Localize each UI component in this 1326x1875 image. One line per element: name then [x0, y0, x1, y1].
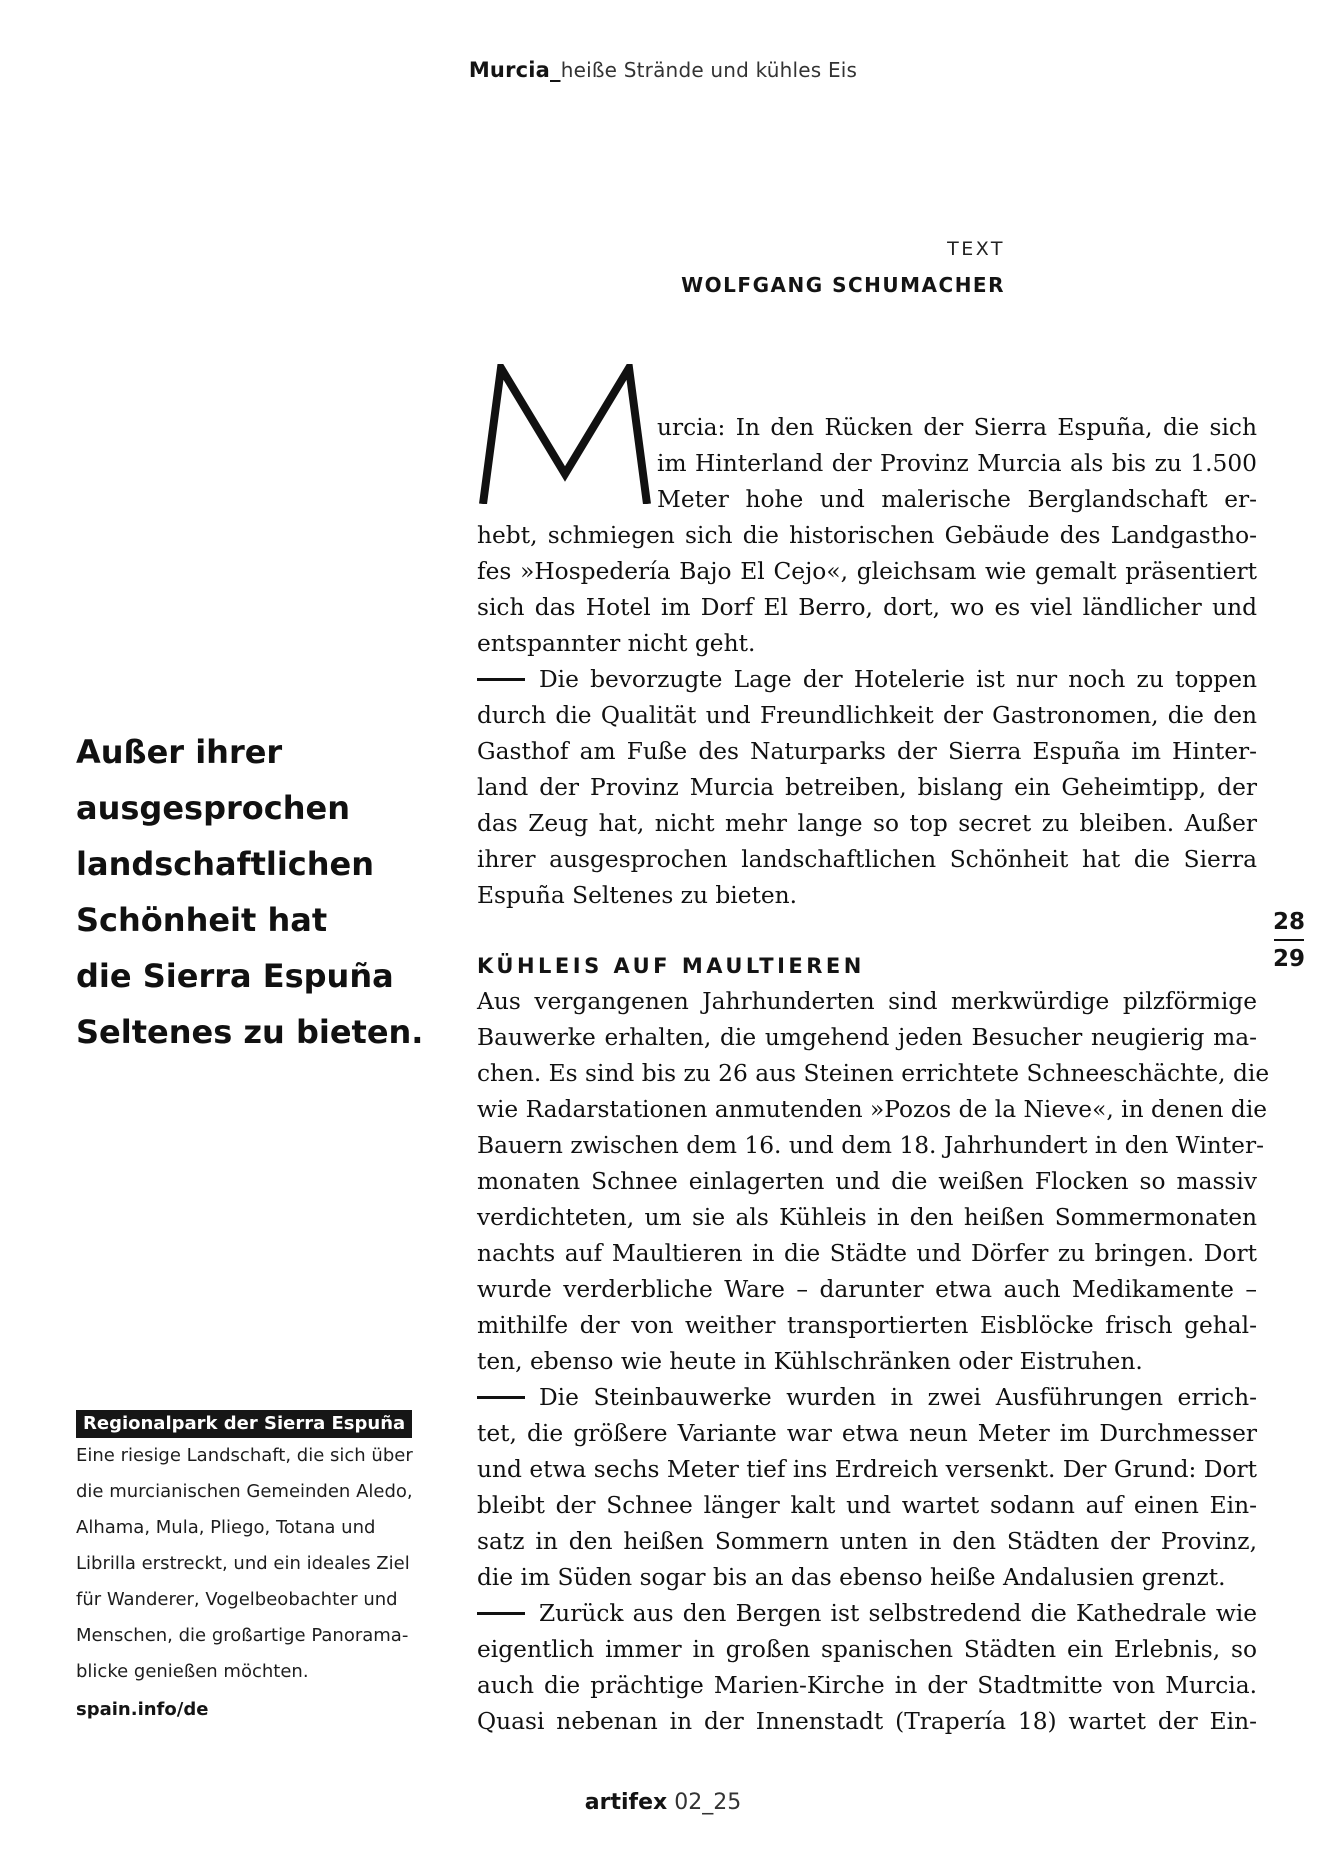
info-box-line: die murcianischen Gemeinden Aledo, [76, 1481, 413, 1502]
text-line: chen. Es sind bis zu 26 aus Steinen errichtete Schneeschächte, die [477, 1060, 1270, 1087]
page-number-divider [1274, 939, 1304, 941]
text-line: Bauwerke erhalten, die umgehend jeden Besucher neugierig ma- [477, 1024, 1257, 1051]
text-line: eigentlich immer in großen spanischen Städten ein Erlebnis, so [477, 1636, 1257, 1663]
paragraph-dash [477, 678, 525, 681]
text-line: und etwa sechs Meter tief ins Erdreich versenkt. Der Grund: Dort [477, 1456, 1257, 1483]
text-line: satz in den heißen Sommern unten in den Städten der Provinz, [477, 1528, 1257, 1555]
text-line: wie Radarstationen anmutenden »Pozos de la Nieve«, in denen die [477, 1096, 1268, 1123]
text-line: ihrer ausgesprochen landschaftlichen Schönheit hat die Sierra [477, 846, 1257, 873]
text-line: nachts auf Maultieren in die Städte und Dörfer zu bringen. Dort [477, 1240, 1257, 1267]
section-subtitle: heiße Strände und kühles Eis [560, 58, 858, 82]
page-numbers [1266, 908, 1312, 973]
pull-quote-line: Schönheit hat [76, 901, 328, 939]
text-line: das Zeug hat, nicht mehr lange so top secret zu bleiben. Außer [477, 810, 1257, 837]
pull-quote-line: ausgesprochen [76, 789, 350, 827]
footer [0, 1790, 1326, 1815]
page-number-left: 28 [1272, 909, 1305, 935]
drop-cap [477, 364, 653, 508]
text-line: tet, die größere Variante war etwa neun Meter im Durchmesser [477, 1420, 1257, 1447]
paragraph-dash [477, 1612, 525, 1615]
text-line: fes »Hospedería Bajo El Cejo«, gleichsam wie gemalt präsentiert [477, 558, 1257, 585]
section-heading: KÜHLEIS AUF MAULTIEREN [477, 954, 865, 978]
pull-quote-line: Seltenes zu bieten. [76, 1013, 424, 1051]
text-line: Meter hohe und malerische Berglandschaft er- [657, 486, 1257, 513]
info-box-link[interactable]: spain.info/de [76, 1699, 209, 1720]
pull-quote [76, 724, 424, 1060]
text-line: Espuña Seltenes zu bieten. [477, 882, 798, 909]
text-line: sich das Hotel im Dorf El Berro, dort, wo es viel ländlicher und [477, 594, 1257, 621]
text-line: Aus vergangenen Jahrhunderten sind merkwürdige pilzförmige [477, 988, 1257, 1015]
text-line: monaten Schnee einlagerten und die weißen Flocken so massiv [477, 1168, 1257, 1195]
text-line: Bauern zwischen dem 16. und dem 18. Jahrhundert in den Winter- [477, 1132, 1264, 1159]
info-box-line: für Wanderer, Vogelbeobachter und [76, 1589, 398, 1610]
info-box-line: Eine riesige Landschaft, die sich über [76, 1445, 413, 1466]
text-line: Die bevorzugte Lage der Hotelerie ist nur noch zu toppen [477, 662, 1257, 698]
issue-number: 02_25 [667, 1790, 742, 1815]
text-line: mithilfe der von weither transportierten Eisblöcke frisch gehal- [477, 1312, 1257, 1339]
info-box-text [76, 1438, 436, 1690]
text-line: entspannter nicht geht. [477, 630, 756, 657]
info-box-line: Librilla erstreckt, und ein ideales Ziel [76, 1553, 410, 1574]
paragraph-dash [477, 1396, 525, 1399]
text-line: ten, ebenso wie heute in Kühlschränken oder Eistruhen. [477, 1348, 1143, 1375]
text-line: land der Provinz Murcia betreiben, bislang ein Geheimtipp, der [477, 774, 1257, 801]
page-number-right: 29 [1272, 946, 1305, 972]
running-header [0, 58, 1326, 82]
info-box-title: Regionalpark der Sierra Espuña [76, 1410, 412, 1438]
text-line: Die Steinbauwerke wurden in zwei Ausführungen errich- [477, 1380, 1257, 1416]
drop-cap-letter: M [477, 364, 478, 365]
pull-quote-line: die Sierra Espuña [76, 957, 394, 995]
info-box-line: Menschen, die großartige Panorama- [76, 1625, 409, 1646]
info-box [76, 1410, 436, 1728]
text-line: Zurück aus den Bergen ist selbstredend die Kathedrale wie [477, 1596, 1257, 1632]
text-line: wurde verderbliche Ware – darunter etwa auch Medikamente – [477, 1276, 1257, 1303]
info-box-line: blicke genießen möchten. [76, 1661, 309, 1682]
text-line: verdichteten, um sie als Kühleis in den heißen Sommermonaten [477, 1204, 1257, 1231]
drop-cap-glyph [483, 368, 647, 504]
text-line: hebt, schmiegen sich die historischen Gebäude des Landgastho- [477, 522, 1257, 549]
text-line: auch die prächtige Marien-Kirche in der Stadtmitte von Murcia. [477, 1672, 1257, 1699]
byline-author: WOLFGANG SCHUMACHER [681, 273, 1005, 297]
text-line: bleibt der Schnee länger kalt und wartet sodann auf einen Ein- [477, 1492, 1257, 1519]
text-line: Quasi nebenan in der Innenstadt (Trapería 18) wartet der Ein- [477, 1708, 1257, 1735]
section-name: Murcia_ [468, 58, 561, 82]
pull-quote-line: Außer ihrer [76, 733, 283, 771]
text-line: durch die Qualität und Freundlichkeit der Gastronomen, die den [477, 702, 1257, 729]
magazine-name: artifex [584, 1790, 668, 1815]
byline-label: TEXT [947, 238, 1005, 260]
text-line: die im Süden sogar bis an das ebenso heiße Andalusien grenzt. [477, 1564, 1226, 1591]
info-box-line: Alhama, Mula, Pliego, Totana und [76, 1517, 376, 1538]
pull-quote-line: landschaftlichen [76, 845, 375, 883]
text-line: Gasthof am Fuße des Naturparks der Sierra Espuña im Hinter- [477, 738, 1257, 765]
text-line: im Hinterland der Provinz Murcia als bis zu 1.500 [657, 450, 1257, 477]
text-line: urcia: In den Rücken der Sierra Espuña, die sich [657, 414, 1257, 441]
